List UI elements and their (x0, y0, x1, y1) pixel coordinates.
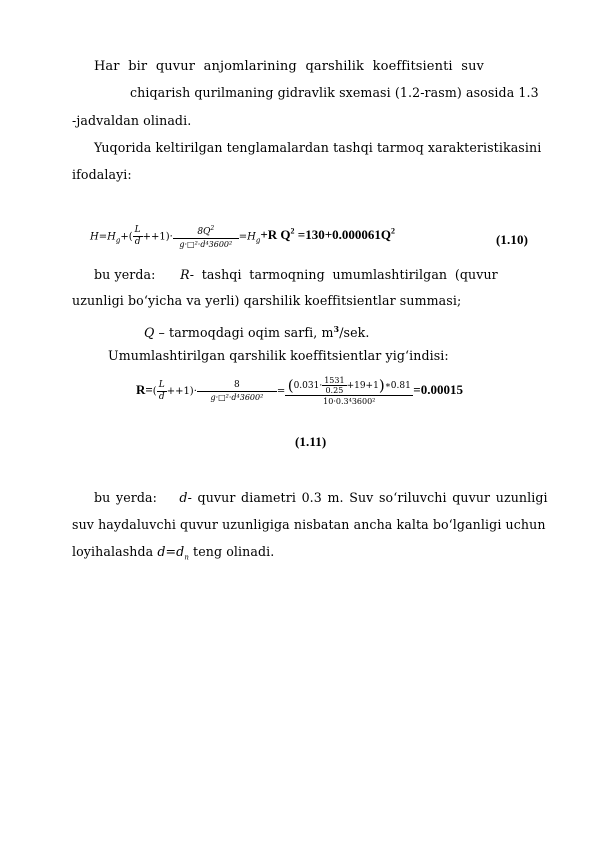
legend-tail: /sek. (339, 325, 370, 341)
p4-text: - quvur diametri 0.3 m. Suv so‘riluvchi quvur uzunligi (187, 490, 548, 505)
frac-den: g·□²·d⁴3600² (210, 393, 264, 402)
frac2-num: (0.031· $\frac{1531}{0.25}$ +19+1)∗0.81 (285, 376, 413, 396)
eq2-frac1 (197, 380, 277, 403)
inner-num: 1531 (324, 376, 345, 385)
frac2-den: 10·0.3⁴3600² (323, 397, 376, 406)
num-sup: 2 (210, 225, 215, 233)
p4-line3-a: loyihalashda (72, 544, 158, 559)
eq1-number: (1.10) (496, 232, 529, 247)
para2-line2: ifodalayi: (72, 167, 132, 182)
legend-text: - tashqi tarmoqning umumlashtirilgan (quvur (189, 267, 498, 282)
word: quvur (155, 59, 196, 74)
frac-num: L (158, 380, 165, 390)
inner-den: 0.25 (325, 386, 344, 395)
eq2-paren: ( (152, 386, 157, 397)
eq1-hg: =H (238, 231, 256, 243)
num-a: 0.031· (293, 381, 323, 391)
eq1-frac-L (133, 225, 143, 248)
legend-sup: 3 (333, 324, 340, 334)
legend-line1 (94, 266, 498, 284)
frac-num: 8 (197, 380, 277, 392)
para4-line1 (94, 489, 548, 507)
para3: Umumlashtirilgan qarshilik koeffitsientlar yig‘indisi: (108, 348, 449, 363)
word: bir (128, 59, 148, 74)
tail-sup: 2 (290, 227, 295, 236)
legend-sym-R: R (180, 267, 190, 282)
word: suv (461, 59, 484, 74)
word: koeffitsienti (372, 59, 453, 74)
tail2-sup: 2 (390, 227, 395, 236)
eq2-r: R= (136, 382, 153, 397)
eq1-frac-big (173, 223, 239, 250)
legend-prefix: bu yerda: (94, 267, 156, 282)
eq2-result: =0.00015 (413, 382, 463, 397)
para1-line3: -jadvaldan olinadi. (72, 113, 192, 128)
frac-num: L (134, 225, 141, 236)
eq1-plus: +( (120, 231, 133, 243)
eq1-sub: g (115, 236, 121, 245)
para2-line1: Yuqorida keltirilgan tenglamalardan tashqi tarmoq xarakteristikasini (94, 140, 542, 155)
eq2-frac2 (285, 376, 413, 407)
para1-line2: chiqarish qurilmaning gidravlik sxemasi (1.2-rasm) asosida 1.3 (130, 85, 539, 100)
p4-line3-d: d=d (157, 544, 185, 559)
num-text: 8Q (197, 227, 211, 238)
eq1-tail (260, 227, 395, 242)
frac-den: d (134, 237, 141, 248)
para4-line3 (72, 543, 274, 567)
eq1-lhs: H=H (90, 231, 116, 243)
frac-den: g·□²·d⁴3600² (179, 240, 233, 250)
p4-line3-sub: n (184, 553, 189, 562)
eq2-frac-L (157, 380, 167, 403)
legend-sym-Q: Q (144, 325, 155, 341)
tail2-text: =130+0.000061Q (294, 227, 391, 243)
eq2-number: (1.11) (295, 434, 327, 449)
para1-line1 (94, 58, 484, 76)
equation-1-10 (90, 222, 395, 250)
frac-num (173, 223, 239, 239)
tail-text: +R Q (260, 227, 291, 243)
equation-1-11 (136, 376, 463, 407)
frac-den: d (158, 392, 165, 402)
p4-prefix: bu yerda: (94, 490, 157, 505)
eq2-after: ++1)· (166, 386, 197, 397)
word: anjomlarining (203, 59, 297, 74)
word: qarshilik (305, 59, 365, 74)
legend-q-text: – tarmoqdagi oqim sarfi, m (154, 325, 334, 341)
p4-line3-tail: teng olinadi. (188, 544, 275, 559)
eq1-sub-g: g (255, 236, 261, 245)
eq2-eq: = (276, 386, 286, 397)
para4-line2: suv haydaluvchi quvur uzunligiga nisbatan ancha kalta bo‘lganligi uchun (72, 517, 546, 532)
word: Har (94, 59, 120, 74)
legend-line3 (144, 320, 370, 342)
legend-line2: uzunligi bo‘yicha va yerli) qarshilik koeffitsientlar summasi; (72, 293, 462, 308)
eq1-after: ++1)· (142, 231, 173, 243)
num-b: +19+1 (346, 381, 379, 391)
p4-sym-d: d (179, 490, 188, 505)
num-c: ∗0.81 (384, 381, 411, 391)
inner-frac (322, 376, 346, 395)
